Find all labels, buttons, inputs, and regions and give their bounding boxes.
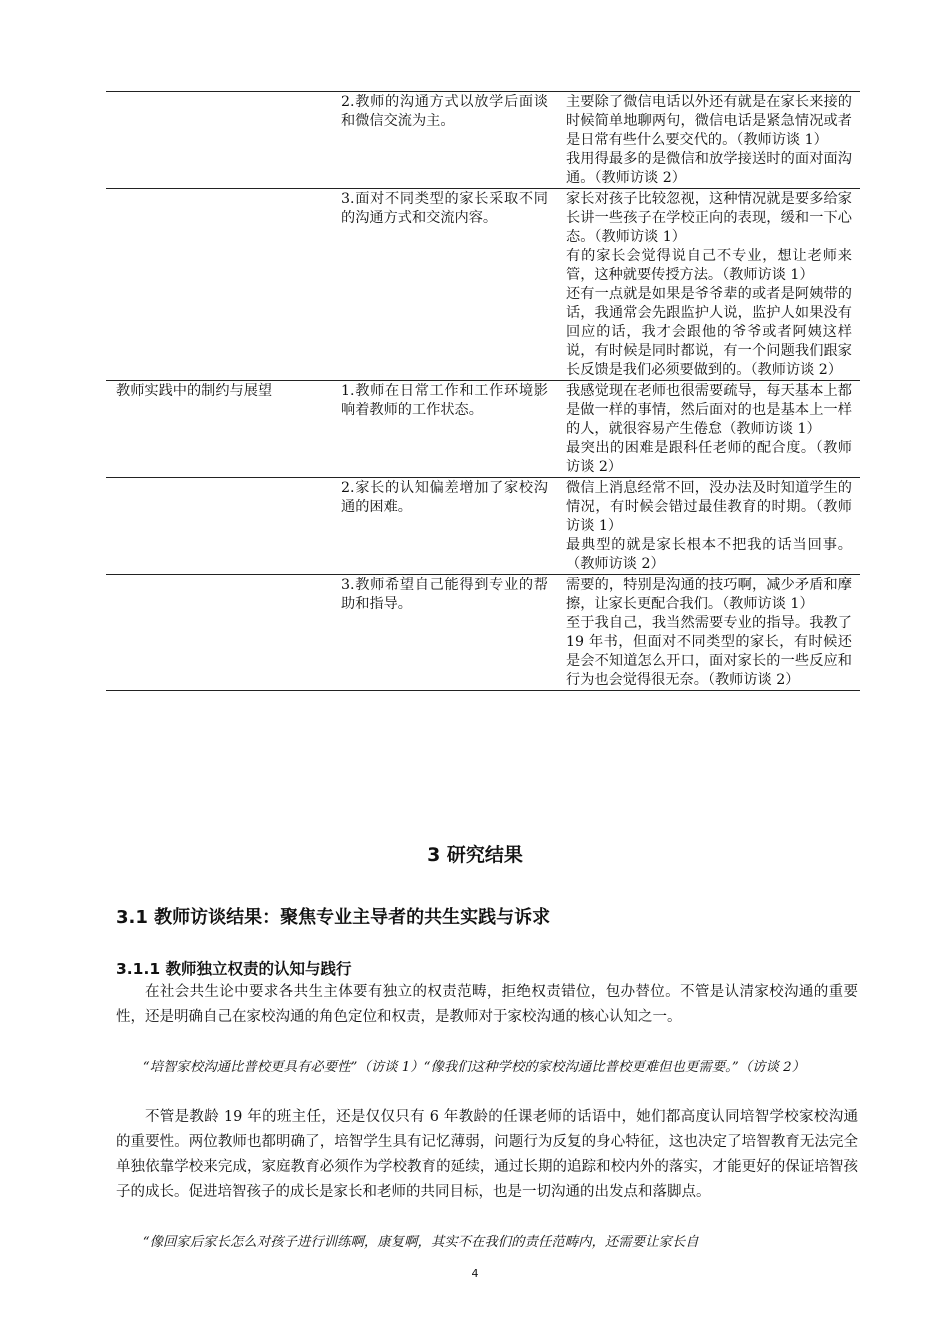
interview-quote: 需要的，特别是沟通的技巧啊，减少矛盾和摩擦，让家长更配合我们。（教师访谈 1）	[566, 577, 852, 612]
quote-cell	[556, 189, 860, 381]
table-row	[106, 575, 860, 691]
interview-excerpt: “培智家校沟通比普校更具有必要性”（访谈 1）“像我们这种学校的家校沟通比普校更难但也更需要。”（访谈 2）	[142, 1060, 805, 1075]
point-cell	[331, 189, 556, 381]
interview-quote: 最典型的就是家长根本不把我的话当回事。（教师访谈 2）	[566, 537, 852, 572]
interview-quote: 微信上消息经常不回，没办法及时知道学生的情况，有时候会错过最佳教育的时期。（教师访谈 1）	[566, 480, 852, 534]
table-row	[106, 478, 860, 575]
subsubsection-title: 3.1.1 教师独立权责的认知与践行	[116, 960, 352, 978]
interview-coding-table	[106, 91, 860, 691]
body-paragraph: 在社会共生论中要求各共生主体要有独立的权责范畴，拒绝权责错位，包办替位。不管是认清家校沟通的重要性，还是明确自己在家校沟通的角色定位和权责，是教师对于家校沟通的核心认知之一。	[116, 984, 858, 1025]
category-cell	[106, 381, 331, 478]
point-text: 3.教师希望自己能得到专业的帮助和指导。	[341, 577, 548, 612]
section-title: 3 研究结果	[427, 844, 523, 866]
interview-quote: 主要除了微信电话以外还有就是在家长来接的时候简单地聊两句，微信电话是紧急情况或者是日常有些什么要交代的。（教师访谈 1）	[566, 94, 852, 148]
category-cell	[106, 478, 331, 575]
quote-cell	[556, 575, 860, 691]
point-text: 2.教师的沟通方式以放学后面谈和微信交流为主。	[341, 94, 548, 129]
category-text: 教师实践中的制约与展望	[116, 383, 273, 399]
point-cell	[331, 575, 556, 691]
point-text: 2.家长的认知偏差增加了家校沟通的困难。	[341, 480, 548, 515]
subsection-title: 3.1 教师访谈结果：聚焦专业主导者的共生实践与诉求	[116, 907, 551, 928]
interview-quote: 还有一点就是如果是爷爷辈的或者是阿姨带的话，我通常会先跟监护人说，监护人如果没有回应的话，我才会跟他的爷爷或者阿姨这样说，有时候是同时都说，有一个问题我们跟家长反馈是我们必须要做到的。（教师访谈 2）	[566, 286, 852, 378]
point-text: 1.教师在日常工作和工作环境影响着教师的工作状态。	[341, 383, 548, 418]
interview-excerpt: “像回家后家长怎么对孩子进行训练啊，康复啊，其实不在我们的责任范畴内，还需要让家长自	[142, 1235, 699, 1250]
interview-quote: 我感觉现在老师也很需要疏导，每天基本上都是做一样的事情，然后面对的也是基本上一样的人，就很容易产生倦怠（教师访谈 1）	[566, 383, 852, 437]
point-cell	[331, 478, 556, 575]
category-cell	[106, 92, 331, 189]
point-text: 3.面对不同类型的家长采取不同的沟通方式和交流内容。	[341, 191, 548, 226]
quote-cell	[556, 381, 860, 478]
point-cell	[331, 92, 556, 189]
interview-quote: 至于我自己，我当然需要专业的指导。我教了 19 年书，但面对不同类型的家长，有时候还是会不知道怎么开口，面对家长的一些反应和行为也会觉得很无奈。（教师访谈 2）	[566, 615, 852, 688]
quote-cell	[556, 478, 860, 575]
body-paragraph: 不管是教龄 19 年的班主任，还是仅仅只有 6 年教龄的任课老师的话语中，她们都高度认同培智学校家校沟通的重要性。两位教师也都明确了，培智学生具有记忆薄弱，问题行为反复的身心特征，这也决定了培智教育无法完全单独依靠学校来完成，家庭教育必须作为学校教育的延续，通过长期的追踪和校内外的落实，才能更好的保证培智孩子的成长。促进培智孩子的成长是家长和老师的共同目标，也是一切沟通的出发点和落脚点。	[116, 1109, 858, 1200]
category-cell	[106, 575, 331, 691]
interview-quote: 最突出的困难是跟科任老师的配合度。（教师访谈 2）	[566, 440, 852, 475]
table-row	[106, 189, 860, 381]
interview-quote: 有的家长会觉得说自己不专业，想让老师来管，这种就要传授方法。（教师访谈 1）	[566, 248, 852, 283]
interview-quote: 我用得最多的是微信和放学接送时的面对面沟通。（教师访谈 2）	[566, 151, 852, 186]
table-row	[106, 92, 860, 189]
page-number: 4	[471, 1267, 479, 1280]
point-cell	[331, 381, 556, 478]
category-cell	[106, 189, 331, 381]
table-row	[106, 381, 860, 478]
quote-cell	[556, 92, 860, 189]
interview-quote: 家长对孩子比较忽视，这种情况就是要多给家长讲一些孩子在学校正向的表现，缓和一下心态。（教师访谈 1）	[566, 191, 852, 245]
